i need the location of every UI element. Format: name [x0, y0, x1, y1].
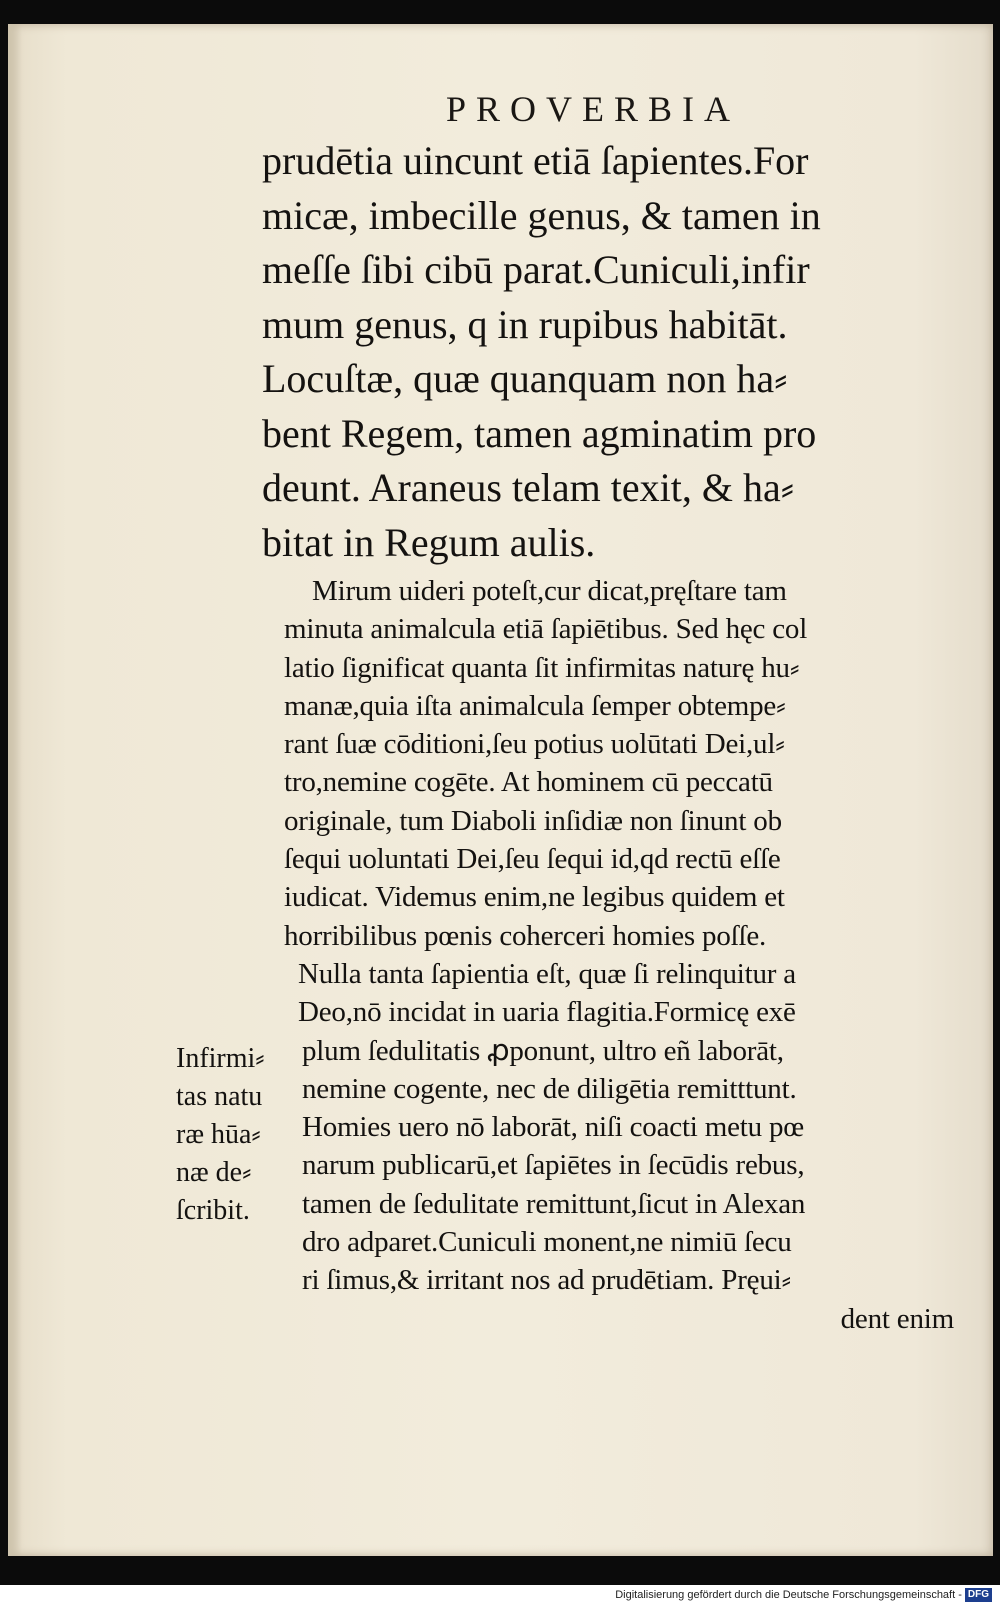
running-head: PROVERBIA — [446, 89, 741, 129]
commentary-line: Deo,nō incidat in uaria flagitia.Formicę exē — [298, 996, 796, 1029]
main-text-line: mum genus, q in rupibus habitāt. — [262, 301, 788, 347]
marginal-note-line: næ de⸗ — [176, 1157, 252, 1188]
credit-text: Digitalisierung gefördert durch die Deutsche Forschungsgemeinschaft - — [615, 1589, 962, 1601]
main-text-line: bitat in Regum aulis. — [262, 519, 596, 565]
commentary-line: ri ſimus,& irritant nos ad prudētiam. Pręui⸗ — [302, 1264, 791, 1297]
commentary-text — [262, 572, 962, 1338]
marginal-note-line: Infirmi⸗ — [176, 1043, 265, 1074]
commentary-line: iudicat. Videmus enim,ne legibus quidem et — [284, 881, 785, 914]
commentary-line: narum publicarū,et ſapiētes in ſecūdis rebus, — [302, 1149, 805, 1182]
commentary-line: nemine cogente, nec de diligētia remitttunt. — [302, 1072, 797, 1105]
digitization-credit — [615, 1588, 992, 1602]
page-fold-shadow — [8, 24, 22, 1556]
commentary-line: minuta animalcula etiā ſapiētibus. Sed hęc col — [284, 613, 808, 646]
commentary-line: originale, tum Diaboli inſidiæ non ſinunt ob — [284, 804, 782, 837]
catchword: dent enim — [840, 1302, 954, 1335]
marginal-note-line: ræ hūa⸗ — [176, 1119, 261, 1150]
text-block — [262, 134, 962, 1338]
commentary-line: Homies uero nō laborāt, niſi coacti metu pœ — [302, 1111, 804, 1144]
commentary-line: dro adparet.Cuniculi monent,ne nimiū ſecu — [302, 1226, 792, 1259]
main-text-line: prudētia uincunt etiā ſapientes.For — [262, 138, 809, 183]
dfg-logo: DFG — [965, 1588, 992, 1602]
marginal-note — [176, 1040, 265, 1230]
commentary-line: Nulla tanta ſapientia eſt, quæ ſi relinquitur a — [298, 957, 796, 990]
main-text-line: Locuſtæ, quæ quanquam non ha⸗ — [262, 356, 788, 401]
commentary-line: plum ſedulitatis ꝓponunt, ultro eñ laborāt, — [302, 1034, 784, 1067]
main-text-line: micæ, imbecille genus, & tamen in — [262, 192, 821, 238]
commentary-line: manæ,quia iſta animalcula ſemper obtempe⸗ — [284, 689, 786, 722]
marginal-note-line: ſcribit. — [176, 1195, 250, 1226]
main-text-line: bent Regem, tamen agminatim pro — [262, 410, 817, 456]
commentary-line: rant ſuæ cōditioni,ſeu potius uolūtati Dei,ul⸗ — [284, 728, 785, 761]
commentary-line: horribilibus pœnis coherceri homies poſſe. — [284, 919, 767, 952]
commentary-line: ſequi uoluntati Dei,ſeu ſequi id,qd rectū eſſe — [284, 843, 781, 876]
commentary-line: Mirum uideri poteſt,cur dicat,pręſtare tam — [312, 575, 787, 607]
main-text — [262, 134, 962, 570]
marginal-note-line: tas natu — [176, 1081, 263, 1112]
commentary-line: latio ſignificat quanta ſit infirmitas naturę hu⸗ — [284, 651, 800, 684]
main-text-line: meſſe ſibi cibū parat.Cuniculi,infir — [262, 247, 810, 292]
commentary-line: tamen de ſedulitate remittunt,ſicut in Alexan — [302, 1187, 806, 1220]
commentary-line: tro,nemine cogēte. At hominem cū peccatū — [284, 766, 773, 799]
main-text-line: deunt. Araneus telam texit, & ha⸗ — [262, 465, 795, 510]
